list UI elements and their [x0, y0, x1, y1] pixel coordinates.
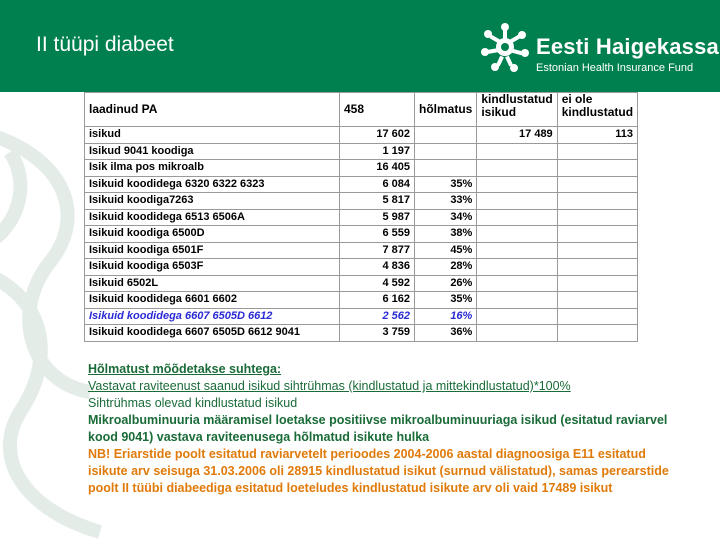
table-row: [85, 308, 638, 325]
value-cell: [557, 292, 637, 309]
value-cell: [557, 325, 637, 342]
nb-note: NB! Eriarstide poolt esitatud raviarvetelt perioodes 2004-2006 aastal diagnoosiga E11 esitatud isikute arv seisuga 31.03.2006 oli 28915 kindlustatud isikut (surnud välistatud), samas perearstide poolt II tüübi diabeediga esitatud loeteludes kindlustatud isikute arv oli vaid 17489 isikut: [88, 447, 669, 495]
row-label-cell: Isikuid koodiga 6503F: [85, 259, 340, 276]
header-bar: [0, 0, 720, 92]
table-row: [85, 275, 638, 292]
value-cell: [557, 143, 637, 160]
header-cell: ei ole kindlustatud: [557, 93, 637, 127]
microalbuminuria-note: Mikroalbuminuuria määramisel loetakse positiivse mikroalbuminuuriaga isikud (esitatud raviarvel kood 9041) vastava raviteenusega hõlmatud isikute hulka: [88, 413, 668, 444]
value-cell: [477, 143, 557, 160]
value-cell: [477, 275, 557, 292]
value-cell: 6 559: [340, 226, 415, 243]
value-cell: [477, 226, 557, 243]
table-row: [85, 176, 638, 193]
logo-name: Eesti Haigekassa: [536, 34, 719, 59]
row-label-cell: Isikuid koodidega 6320 6322 6323: [85, 176, 340, 193]
table-row: [85, 193, 638, 210]
value-cell: [415, 127, 477, 144]
value-cell: [557, 308, 637, 325]
value-cell: 4 836: [340, 259, 415, 276]
value-cell: [477, 176, 557, 193]
notes-block: [88, 361, 688, 497]
table-row: [85, 325, 638, 342]
value-cell: 28%: [415, 259, 477, 276]
value-cell: 16%: [415, 308, 477, 325]
value-cell: 26%: [415, 275, 477, 292]
value-cell: 5 817: [340, 193, 415, 210]
row-label-cell: isikud: [85, 127, 340, 144]
value-cell: [415, 143, 477, 160]
table-row: [85, 242, 638, 259]
value-cell: 35%: [415, 176, 477, 193]
value-cell: 2 562: [340, 308, 415, 325]
row-label-cell: Isikuid koodidega 6607 6505D 6612 9041: [85, 325, 340, 342]
row-label-cell: Isikud 9041 koodiga: [85, 143, 340, 160]
value-cell: 5 987: [340, 209, 415, 226]
value-cell: [477, 259, 557, 276]
formula-numerator: Vastavat raviteenust saanud isikud sihtrühmas (kindlustatud ja mittekindlustatud)*100%: [88, 379, 571, 393]
table-row: [85, 127, 638, 144]
value-cell: [477, 160, 557, 177]
value-cell: 36%: [415, 325, 477, 342]
header-cell: kindlustatud isikud: [477, 93, 557, 127]
value-cell: [477, 308, 557, 325]
value-cell: [557, 193, 637, 210]
row-label-cell: Isikuid koodiga7263: [85, 193, 340, 210]
value-cell: [557, 259, 637, 276]
row-label-cell: Isikuid koodiga 6501F: [85, 242, 340, 259]
table-header-row: [85, 93, 638, 127]
slide-title: II tüüpi diabeet: [36, 33, 174, 56]
value-cell: [477, 325, 557, 342]
logo: [478, 20, 718, 82]
value-cell: [557, 226, 637, 243]
notes-heading: Hõlmatust mõõdetakse suhtega:: [88, 362, 282, 376]
formula-denominator: Sihtrühmas olevad kindlustatud isikud: [88, 396, 298, 410]
value-cell: 34%: [415, 209, 477, 226]
value-cell: 16 405: [340, 160, 415, 177]
header-cell: hõlmatus: [415, 93, 477, 127]
table-row: [85, 160, 638, 177]
row-label-cell: Isikuid koodidega 6513 6506A: [85, 209, 340, 226]
table-row: [85, 259, 638, 276]
row-label-cell: Isikuid koodiga 6500D: [85, 226, 340, 243]
value-cell: 33%: [415, 193, 477, 210]
row-label-cell: Isikuid 6502L: [85, 275, 340, 292]
value-cell: [477, 193, 557, 210]
haigekassa-logo-icon: [478, 20, 532, 74]
logo-subtitle: Estonian Health Insurance Fund: [536, 62, 694, 74]
value-cell: 3 759: [340, 325, 415, 342]
row-label-cell: Isik ilma pos mikroalb: [85, 160, 340, 177]
value-cell: 17 489: [477, 127, 557, 144]
value-cell: 4 592: [340, 275, 415, 292]
row-label-cell: Isikuid koodidega 6601 6602: [85, 292, 340, 309]
header-cell: laadinud PA: [85, 93, 340, 127]
value-cell: [477, 209, 557, 226]
value-cell: [557, 209, 637, 226]
value-cell: 38%: [415, 226, 477, 243]
table-row: [85, 143, 638, 160]
value-cell: [557, 242, 637, 259]
coverage-table: [84, 92, 638, 342]
value-cell: 113: [557, 127, 637, 144]
value-cell: 17 602: [340, 127, 415, 144]
value-cell: [415, 160, 477, 177]
table-row: [85, 292, 638, 309]
value-cell: 45%: [415, 242, 477, 259]
value-cell: [557, 176, 637, 193]
value-cell: [557, 160, 637, 177]
value-cell: 6 162: [340, 292, 415, 309]
header-cell: 458: [340, 93, 415, 127]
table-row: [85, 226, 638, 243]
value-cell: 6 084: [340, 176, 415, 193]
value-cell: [477, 292, 557, 309]
value-cell: 1 197: [340, 143, 415, 160]
value-cell: [557, 275, 637, 292]
value-cell: [477, 242, 557, 259]
value-cell: 35%: [415, 292, 477, 309]
table-row: [85, 209, 638, 226]
row-label-cell: Isikuid koodidega 6607 6505D 6612: [85, 308, 340, 325]
value-cell: 7 877: [340, 242, 415, 259]
